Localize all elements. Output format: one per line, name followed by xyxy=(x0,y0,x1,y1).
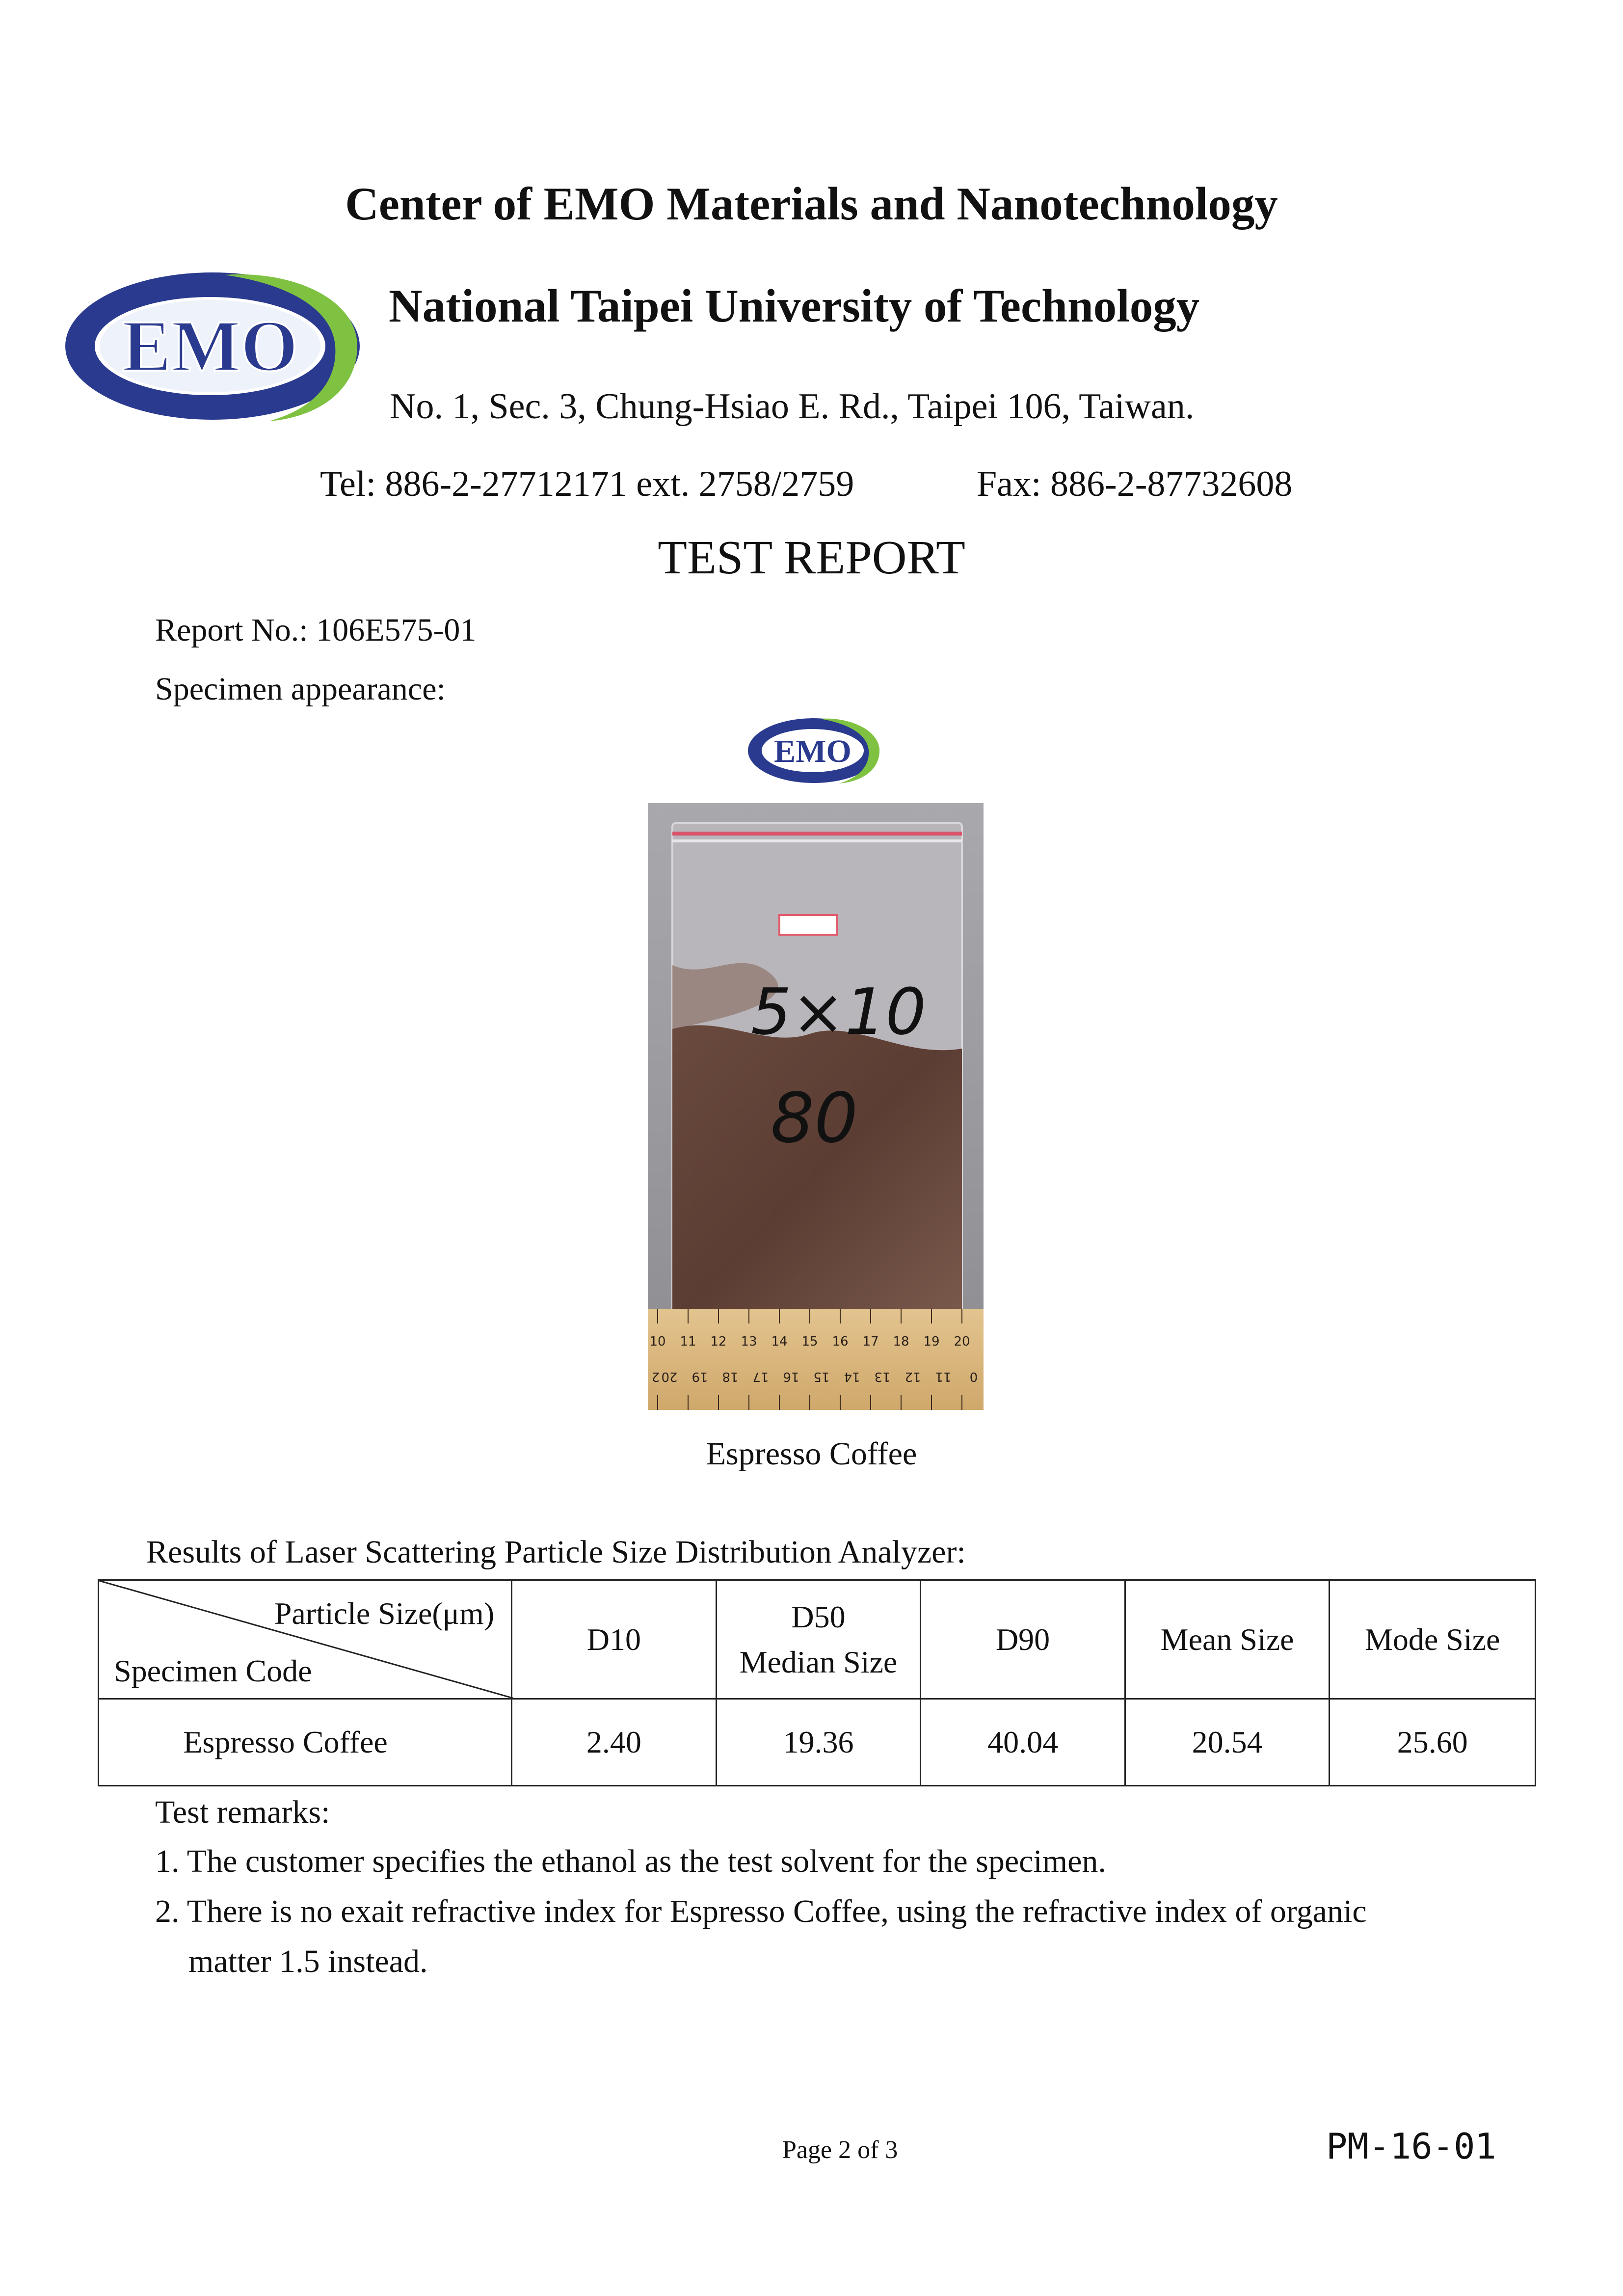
emo-logo-small xyxy=(746,714,883,787)
photo-caption: Espresso Coffee xyxy=(706,1436,917,1472)
svg-text:16: 16 xyxy=(783,1369,799,1384)
remarks-title: Test remarks: xyxy=(155,1794,330,1830)
address: No. 1, Sec. 3, Chung-Hsiao E. Rd., Taipei 106, Taiwan. xyxy=(390,386,1195,427)
svg-text:EMO: EMO xyxy=(774,733,851,769)
center-name: Center of EMO Materials and Nanotechnology xyxy=(345,178,1278,230)
specimen-photo xyxy=(648,803,984,1410)
particle-size-label: Particle Size(μm) xyxy=(274,1596,495,1631)
emo-logo-text: EMO xyxy=(122,305,298,387)
column-header-d90: D90 xyxy=(921,1580,1125,1699)
svg-text:13: 13 xyxy=(741,1334,757,1349)
results-table xyxy=(98,1579,1536,1786)
emo-logo xyxy=(63,265,367,427)
svg-text:0: 0 xyxy=(969,1369,978,1384)
svg-text:12: 12 xyxy=(905,1369,921,1384)
university-name: National Taipei University of Technology xyxy=(389,280,1200,332)
column-header-mode-size: Mode Size xyxy=(1330,1580,1536,1699)
svg-text:17: 17 xyxy=(862,1334,879,1349)
svg-text:11: 11 xyxy=(935,1369,952,1384)
report-number: Report No.: 106E575-01 xyxy=(155,612,477,648)
mode-size-value: 25.60 xyxy=(1330,1699,1536,1786)
svg-text:18: 18 xyxy=(893,1334,909,1349)
svg-text:19: 19 xyxy=(923,1334,940,1349)
svg-text:19: 19 xyxy=(692,1369,708,1384)
d10-value: 2.40 xyxy=(512,1699,717,1786)
fax: Fax: 886-2-87732608 xyxy=(977,464,1293,504)
remark-item-1: 1. The customer specifies the ethanol as the test solvent for the specimen. xyxy=(155,1843,1106,1879)
document-code: PM-16-01 xyxy=(1326,2126,1496,2167)
svg-text:13: 13 xyxy=(874,1369,891,1384)
remark-item-2-continued: matter 1.5 instead. xyxy=(188,1944,428,1979)
svg-text:20: 20 xyxy=(661,1369,678,1384)
svg-text:15: 15 xyxy=(813,1369,830,1384)
page-number: Page 2 of 3 xyxy=(782,2136,898,2164)
column-header-mean-size: Mean Size xyxy=(1125,1580,1330,1699)
svg-text:2: 2 xyxy=(651,1369,660,1384)
bag-writing-2: 80 xyxy=(771,1079,858,1159)
remark-item-2: 2. There is no exait refractive index for Espresso Coffee, using the refractive index of organic xyxy=(155,1893,1367,1929)
svg-text:12: 12 xyxy=(710,1334,727,1349)
bag-writing-1: 5×10 xyxy=(751,974,927,1049)
svg-text:18: 18 xyxy=(722,1369,739,1384)
column-header-d10: D10 xyxy=(512,1580,717,1699)
telephone: Tel: 886-2-27712171 ext. 2758/2759 xyxy=(320,464,854,504)
column-header-d50: D50 Median Size xyxy=(716,1580,921,1699)
svg-text:14: 14 xyxy=(771,1334,788,1349)
mean-size-value: 20.54 xyxy=(1125,1699,1330,1786)
svg-text:20: 20 xyxy=(954,1334,970,1349)
table-row xyxy=(99,1699,1536,1786)
svg-text:10: 10 xyxy=(649,1334,666,1349)
svg-text:14: 14 xyxy=(844,1369,860,1384)
svg-text:15: 15 xyxy=(801,1334,818,1349)
specimen-code-label: Specimen Code xyxy=(114,1653,312,1688)
diagonal-header-cell xyxy=(99,1580,512,1699)
results-heading: Results of Laser Scattering Particle Size Distribution Analyzer: xyxy=(146,1534,966,1570)
specimen-appearance-label: Specimen appearance: xyxy=(155,671,446,707)
svg-text:11: 11 xyxy=(680,1334,696,1349)
d90-value: 40.04 xyxy=(921,1699,1125,1786)
table-header-row xyxy=(99,1580,1536,1699)
svg-text:17: 17 xyxy=(752,1369,769,1384)
svg-text:16: 16 xyxy=(832,1334,849,1349)
d50-value: 19.36 xyxy=(716,1699,921,1786)
specimen-code-cell: Espresso Coffee xyxy=(99,1699,512,1786)
report-title: TEST REPORT xyxy=(658,531,965,584)
